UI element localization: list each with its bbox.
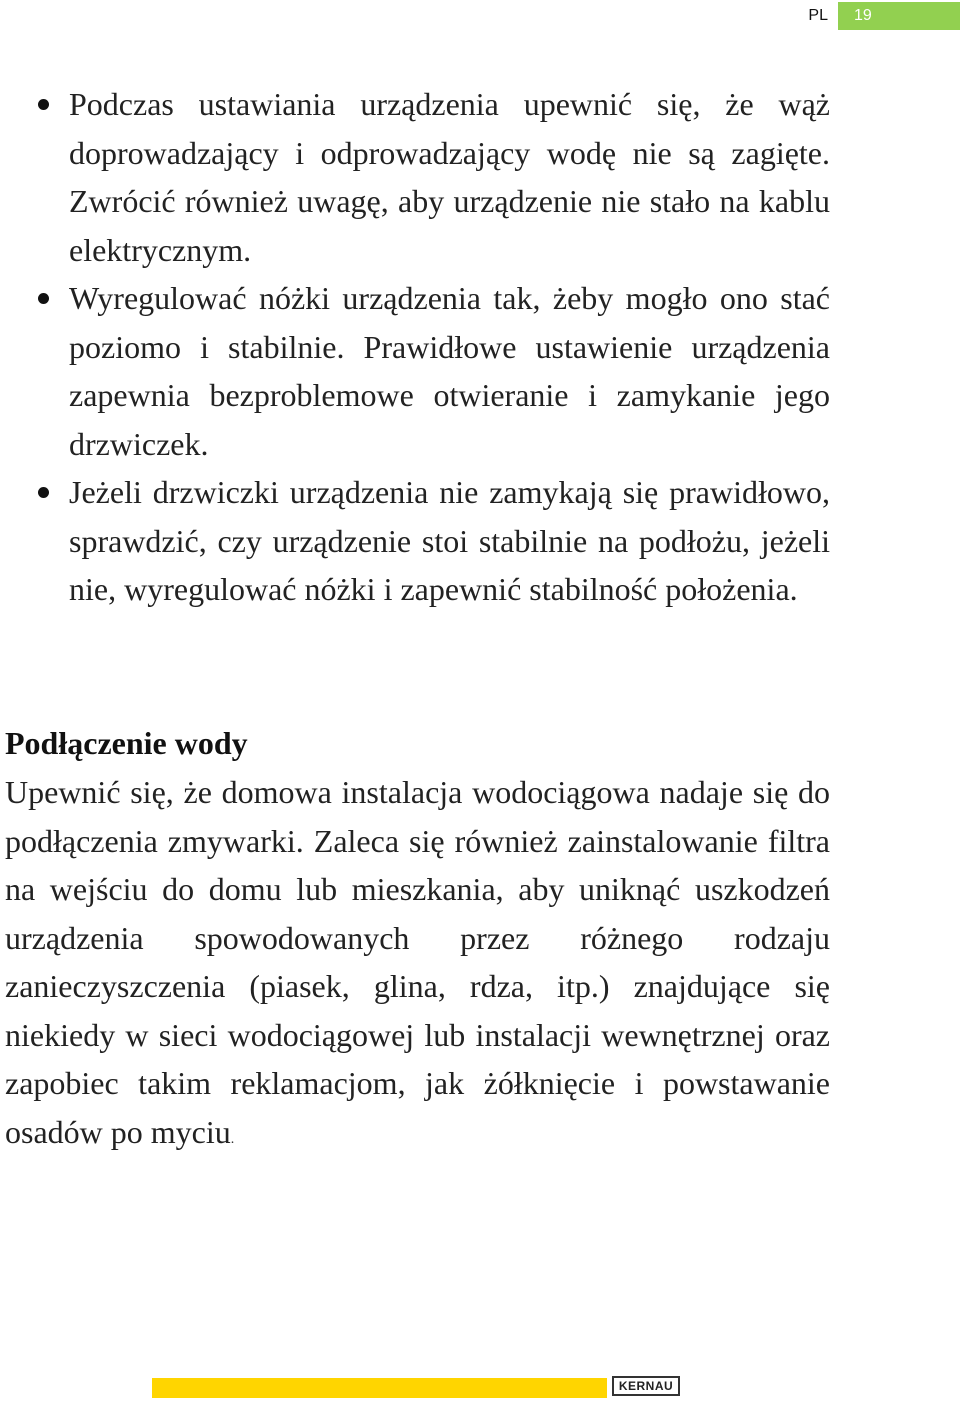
page-header xyxy=(808,2,960,30)
footer-bar xyxy=(152,1378,607,1398)
bullet-icon xyxy=(38,487,49,498)
bullet-icon xyxy=(38,293,49,304)
list-item-text: Jeżeli drzwiczki urządzenia nie zamykają się prawidłowo, sprawdzić, czy urządzenie stoi stabilnie na podłożu, jeżeli nie, wyregulować nóżki i zapewnić stabilność położenia. xyxy=(69,474,830,607)
paragraph-text: Upewnić się, że domowa instalacja wodociągowa nadaje się do podłączenia zmywarki. Zaleca się również zainstalowanie filtra na wejściu do domu lub mieszkania, aby uniknąć uszkodzeń urządzenia spowodowanych przez różnego rodzaju zanieczyszczenia (piasek, glina, rdza, itp.) znajdujące się niekiedy w sieci wodociągowej lub instalacji wewnętrznej oraz zapobiec takim reklamacjom, jak żółknięcie i powstawanie osadów po myciu xyxy=(5,774,830,1150)
list-item-text: Wyregulować nóżki urządzenia tak, żeby mogło ono stać poziomo i stabilnie. Prawidłowe ustawienie urządzenia zapewnia bezproblemowe otwieranie i zamykanie jego drzwiczek. xyxy=(69,280,830,462)
page-number: 19 xyxy=(838,2,960,30)
paragraph-end: . xyxy=(230,1131,235,1147)
water-connection-section xyxy=(5,718,830,1164)
list-item-text: Podczas ustawiania urządzenia upewnić się, że wąż doprowadzający i odprowadzający wodę nie są zagięte. Zwrócić również uwagę, aby urządzenie nie stało na kablu elektrycznym. xyxy=(69,86,830,268)
list-item xyxy=(0,274,830,468)
instruction-list xyxy=(0,80,960,614)
brand-logo: KERNAU xyxy=(612,1376,680,1396)
list-item xyxy=(0,468,830,614)
bullet-icon xyxy=(38,99,49,110)
list-item xyxy=(0,80,830,274)
language-code: PL xyxy=(808,7,828,24)
section-heading: Podłączenie wody xyxy=(5,725,248,761)
section-paragraph xyxy=(5,768,830,1164)
